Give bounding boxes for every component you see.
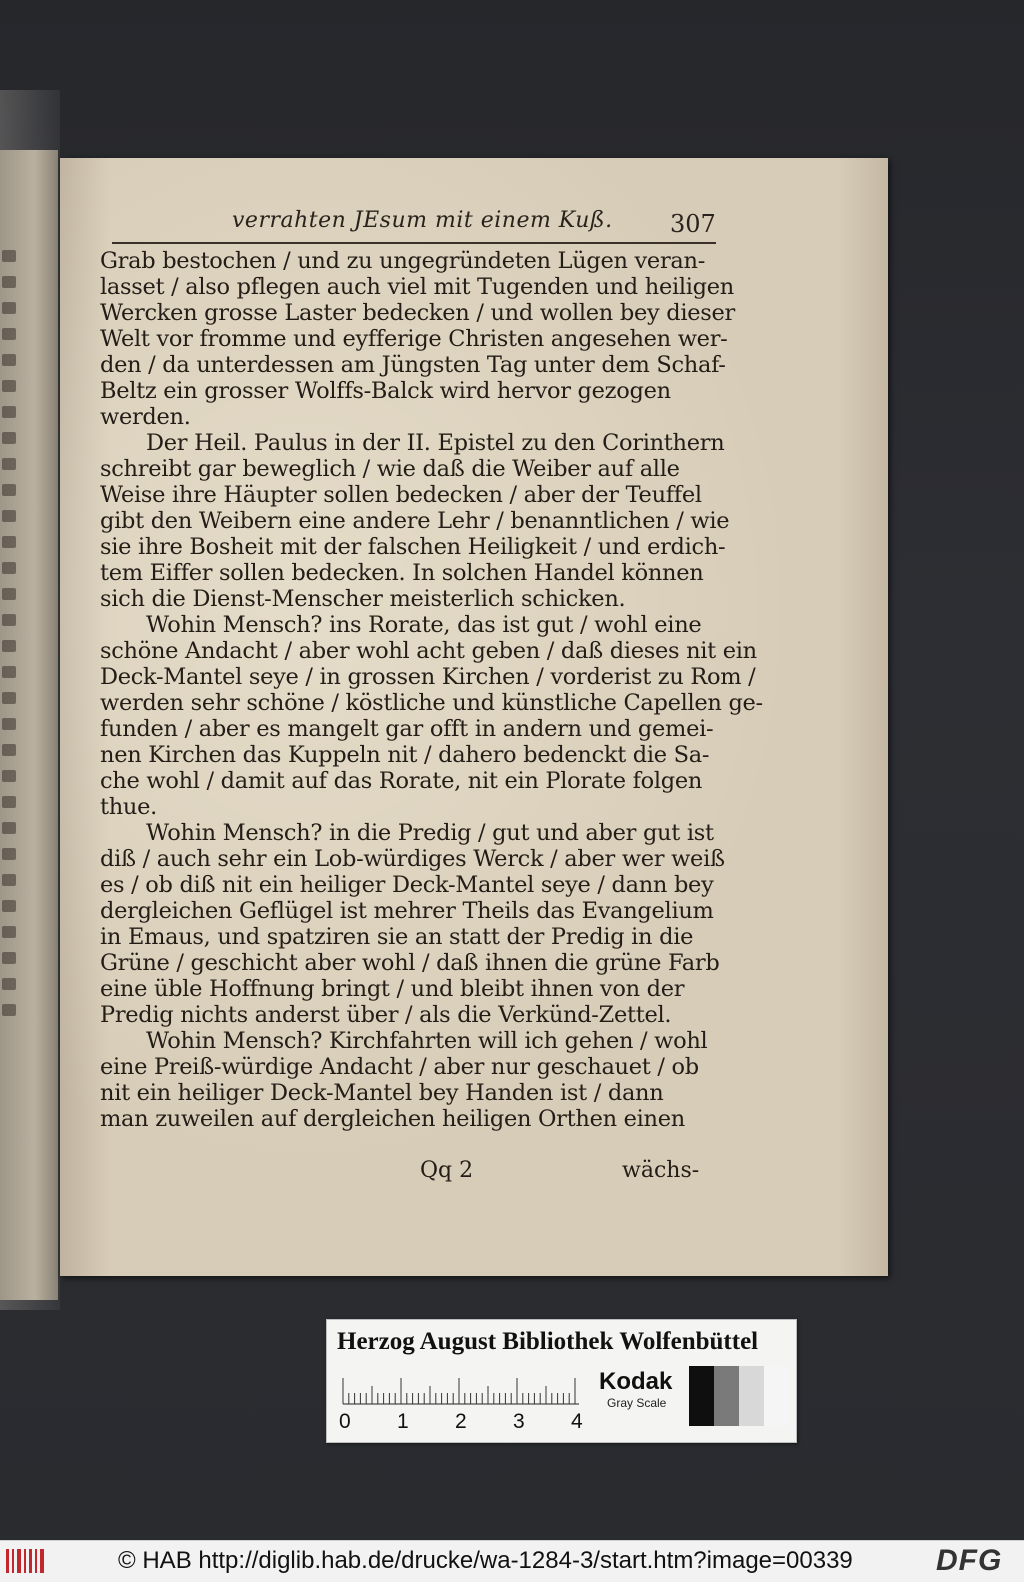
- gray-patch: [739, 1366, 764, 1426]
- facing-page-text-fragment: [2, 276, 16, 288]
- facing-page-text-fragment: [2, 510, 16, 522]
- text-line: werden.: [100, 404, 191, 430]
- ruler-digit: 0: [339, 1410, 351, 1433]
- text-line: Wohin Mensch? ins Rorate, das ist gut / wohl eine: [146, 612, 702, 638]
- ruler-digit: 4: [571, 1410, 583, 1433]
- facing-page-text-fragment: [2, 952, 16, 964]
- book-page: [60, 158, 888, 1276]
- text-line: eine Preiß-würdige Andacht / aber nur geschauet / ob: [100, 1054, 699, 1080]
- facing-page-text-fragment: [2, 562, 16, 574]
- text-line: man zuweilen auf dergleichen heiligen Orthen einen: [100, 1106, 685, 1132]
- copyright-url[interactable]: © HAB http://diglib.hab.de/drucke/wa-1284-3/start.htm?image=00339: [118, 1547, 853, 1574]
- facing-page-text-fragment: [2, 302, 16, 314]
- facing-page-text-fragment: [2, 718, 16, 730]
- footer-bar: [0, 1540, 1024, 1582]
- text-line: tem Eiffer sollen bedecken. In solchen Handel können: [100, 560, 704, 586]
- facing-page-text-fragment: [2, 666, 16, 678]
- facing-page-text-fragment: [2, 900, 16, 912]
- facing-page-text-fragment: [2, 640, 16, 652]
- library-name: Herzog August Bibliothek Wolfenbüttel: [337, 1328, 759, 1355]
- facing-page-text-fragment: [2, 406, 16, 418]
- gray-patch: [689, 1366, 714, 1426]
- facing-page-text-fragment: [2, 484, 16, 496]
- signature-mark: Qq 2: [420, 1158, 474, 1183]
- body-text: [100, 248, 763, 1132]
- dfg-logo: DFG: [936, 1544, 1003, 1577]
- text-line: in Emaus, und spatziren sie an statt der Predig in die: [100, 924, 694, 950]
- facing-page-text-fragment: [2, 250, 16, 262]
- text-line: schöne Andacht / aber wohl acht geben / daß dieses nit ein: [100, 638, 757, 664]
- text-line: Predig nichts anderst über / als die Verkünd-Zettel.: [100, 1002, 672, 1028]
- text-line: thue.: [100, 794, 157, 820]
- text-line: che wohl / damit auf das Rorate, nit ein Plorate folgen: [100, 768, 703, 794]
- facing-page-text-fragment: [2, 822, 16, 834]
- text-line: gibt den Weibern eine andere Lehr / benanntlichen / wie: [100, 508, 730, 534]
- text-line: eine üble Hoffnung bringt / und bleibt ihnen von der: [100, 976, 685, 1002]
- facing-page-text-fragment: [2, 744, 16, 756]
- hab-barcode-icon: [6, 1547, 46, 1575]
- facing-page-text-fragment: [2, 1004, 16, 1016]
- facing-page-text-fragment: [2, 588, 16, 600]
- text-line: Grab bestochen / und zu ungegründeten Lügen veran-: [100, 248, 706, 274]
- facing-page-fragment: [0, 150, 58, 1300]
- text-line: nit ein heiliger Deck-Mantel bey Handen ist / dann: [100, 1080, 664, 1106]
- facing-page-text-fragment: [2, 614, 16, 626]
- text-line: schreibt gar beweglich / wie daß die Weiber auf alle: [100, 456, 680, 482]
- text-line: Beltz ein grosser Wolffs-Balck wird hervor gezogen: [100, 378, 671, 404]
- text-line: nen Kirchen das Kuppeln nit / dahero bedenckt die Sa-: [100, 742, 710, 768]
- text-line: Grüne / geschicht aber wohl / daß ihnen die grüne Farb: [100, 950, 720, 976]
- facing-page-text-fragment: [2, 354, 16, 366]
- text-line: Der Heil. Paulus in der II. Epistel zu den Corinthern: [146, 430, 725, 456]
- gray-scale-patches: [689, 1366, 789, 1426]
- text-line: funden / aber es mangelt gar offt in andern und gemei-: [100, 716, 714, 742]
- text-line: Wohin Mensch? Kirchfahrten will ich gehen / wohl: [146, 1028, 708, 1054]
- facing-page-text-fragment: [2, 328, 16, 340]
- facing-page-text-fragment: [2, 432, 16, 444]
- ruler-scale: [341, 1374, 581, 1408]
- catchword: wächs-: [622, 1158, 700, 1183]
- gray-patch: [714, 1366, 739, 1426]
- text-line: es / ob diß nit ein heiliger Deck-Mantel seye / dann bey: [100, 872, 714, 898]
- facing-page-text-fragment: [2, 770, 16, 782]
- text-line: lasset / also pflegen auch viel mit Tugenden und heiligen: [100, 274, 734, 300]
- facing-page-text-fragment: [2, 978, 16, 990]
- gray-scale-label: Gray Scale: [607, 1396, 667, 1410]
- running-head: verrahten JEsum mit einem Kuß.: [232, 208, 613, 233]
- text-line: Weise ihre Häupter sollen bedecken / aber der Teuffel: [100, 482, 702, 508]
- ruler-digit: 1: [397, 1410, 409, 1433]
- text-line: diß / auch sehr ein Lob-würdiges Werck / aber wer weiß: [100, 846, 725, 872]
- facing-page-text-fragment: [2, 926, 16, 938]
- text-line: Deck-Mantel seye / in grossen Kirchen / vorderist zu Rom /: [100, 664, 756, 690]
- page-number: 307: [670, 210, 716, 238]
- ruler-digits: [335, 1410, 595, 1434]
- facing-page-text-fragment: [2, 848, 16, 860]
- text-line: dergleichen Geflügel ist mehrer Theils das Evangelium: [100, 898, 714, 924]
- facing-page-text-fragment: [2, 796, 16, 808]
- ruler-digit: 3: [513, 1410, 525, 1433]
- facing-page-text-fragment: [2, 692, 16, 704]
- text-line: sich die Dienst-Menscher meisterlich schicken.: [100, 586, 626, 612]
- facing-page-text-fragment: [2, 380, 16, 392]
- text-line: Welt vor fromme und eyfferige Christen angesehen wer-: [100, 326, 728, 352]
- text-line: Wercken grosse Laster bedecken / und wollen bey dieser: [100, 300, 735, 326]
- facing-page-text-fragment: [2, 458, 16, 470]
- library-color-card: [326, 1319, 797, 1443]
- gray-patch: [764, 1366, 789, 1426]
- kodak-logo: Kodak: [599, 1368, 673, 1395]
- head-rule: [112, 242, 716, 244]
- text-line: den / da unterdessen am Jüngsten Tag unter dem Schaf-: [100, 352, 726, 378]
- text-line: Wohin Mensch? in die Predig / gut und aber gut ist: [146, 820, 714, 846]
- text-line: werden sehr schöne / köstliche und künstliche Capellen ge-: [100, 690, 763, 716]
- ruler-digit: 2: [455, 1410, 467, 1433]
- facing-page-text-fragment: [2, 536, 16, 548]
- facing-page-text-fragment: [2, 874, 16, 886]
- text-line: sie ihre Bosheit mit der falschen Heiligkeit / und erdich-: [100, 534, 726, 560]
